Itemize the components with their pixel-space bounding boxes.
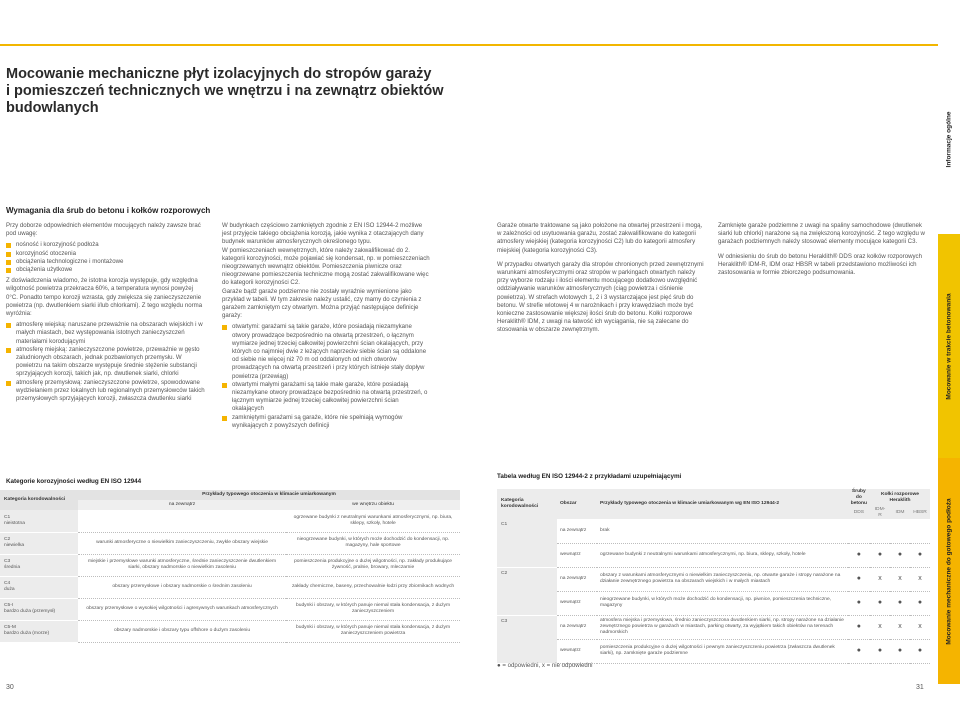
table2-mark-idm: x bbox=[890, 615, 910, 639]
category-name: niewielka bbox=[4, 543, 25, 548]
table2-header-dowels: Kołki rozporowe Heraklith bbox=[870, 489, 930, 507]
table2-mark-idm bbox=[890, 519, 910, 543]
category-code: C5-M bbox=[4, 625, 16, 630]
text-column-3 bbox=[497, 222, 705, 335]
table2-mark-hbsr: ● bbox=[910, 639, 930, 663]
table2-header-category: Kategoria korodowalności bbox=[497, 489, 557, 519]
category-code: C1 bbox=[4, 514, 11, 520]
list-item: otwartymi: garażami są takie garaże, które posiadają niezamykane otwory prowadzące bezpośrednio na otwartą przestrzeń, o łącznym wymiarze jednej trzeciej całkowitej powierzchni ścian okalających, przy których co najmniej dwie z leżących naprzeciw siebie ścian są oddalone od siebie nie więcej niż 70 m od oddalonych od nich otworów prowadzących na otwartą przestrzeń i przy których istnieje stały dopływ powietrza (przewiąg) bbox=[222, 323, 430, 380]
table2-mark-idm: ● bbox=[890, 543, 910, 567]
table1-inside-cell: budynki i obszary, w których panuje niemal stała kondensacja, z dużym zanieczyszczeniem powietrza bbox=[286, 620, 460, 642]
table2-mark-hbsr: ● bbox=[910, 543, 930, 567]
table2-mark-idmr: ● bbox=[870, 639, 890, 663]
table-row bbox=[0, 510, 460, 532]
text-column-4 bbox=[718, 222, 928, 277]
table1-header-category: Kategoria korodowalności bbox=[0, 490, 78, 510]
table2-desc-cell: pomieszczenia produkcyjne o dużej wilgotności i pewnym zanieczyszczeniu powietrza (zwłaszcza dwutlenek siarki), np. zamknięte garaże podziemne bbox=[597, 639, 848, 663]
text-column-1 bbox=[6, 222, 206, 403]
col2-paragraph-1: W budynkach częściowo zamkniętych zgodnie z EN ISO 12944-2 możliwe jest przyjęcie takiego obciążenia korozją, jakie wynika z otaczających dany budynek warunków atmosferycznych określonego typu. bbox=[222, 222, 424, 246]
col1-atmosphere-list bbox=[6, 321, 206, 403]
table1-header-examples: Przykłady typowego otoczenia w klimacie umiarkowanym bbox=[78, 490, 460, 500]
table2-mark-idm: ● bbox=[890, 639, 910, 663]
table-row bbox=[497, 567, 930, 591]
col2-paragraph-3: Garaże bądź garaże podziemne nie zostały wyraźnie wymienione jako przykład w tabeli. W tym zakresie należy ustalić, czy mamy do czynienia z garażem zamkniętym czy otwartym. Można przyjąć następujące definicje garaży: bbox=[222, 287, 422, 320]
side-tab-general-label: Informacje ogólne bbox=[945, 111, 953, 167]
table2-desc-cell: ogrzewane budynki z neutralnymi warunkami atmosferycznymi, np. biura, sklepy, szkoły, hotele bbox=[597, 543, 848, 567]
table2-mark-idm: x bbox=[890, 567, 910, 591]
table1-header-outside: na zewnątrz bbox=[78, 500, 286, 510]
suitability-table bbox=[497, 489, 930, 664]
table1-outside-cell: warunki atmosferyczne o niewielkim zanieczyszczeniu, zwykle obszary wiejskie bbox=[78, 532, 286, 554]
table2-header-area: Obszar bbox=[557, 489, 597, 519]
list-item: nośność i korozyjność podłoża bbox=[6, 241, 206, 249]
table-row bbox=[497, 519, 930, 543]
table1-inside-cell: nieogrzewane budynki, w których może dochodzić do kondensacji, np. magazyny, hale sportowe bbox=[286, 532, 460, 554]
table2-mark-dds bbox=[848, 519, 870, 543]
table2-header-examples: Przykłady typowego otoczenia w klimacie umiarkowanym wg EN ISO 12944-2 bbox=[597, 489, 848, 519]
col1-bullet-list bbox=[6, 241, 206, 274]
table2-loc-cell: wewnątrz bbox=[557, 543, 597, 567]
table-row bbox=[497, 591, 930, 615]
table2-cat-cell: C2 bbox=[497, 567, 557, 615]
col1-paragraph: Z doświadczenia wiadomo, że istotna korozja występuje, gdy względna wilgotność powietrza przekracza 60%, a temperatura wynosi powyżej 0°C. Ponadto tempo korozji wzrasta, gdy zwiększa się zanieczyszczenie powietrza (np. dwutlenkiem siarki i/lub chlorkami). Z tego względu norma wyróżnia: bbox=[6, 277, 203, 318]
side-tab-general[interactable] bbox=[938, 44, 960, 234]
table2-mark-idmr: ● bbox=[870, 591, 890, 615]
text-column-2 bbox=[222, 222, 430, 430]
col3-paragraph-2: W przypadku otwartych garaży dla stropów chronionych przed zewnętrznymi warunkami atmosferycznymi oraz stropów w parkingach otwartych należy przy wyborze rodzaju i ilości elementu mocującego dodatkowo uwzględnić oddziaływanie warunków atmosferycznych (ciąg powietrza i ciśnienie powietrza). W strefach wlotowych 1, 2 i 3 wystarczające jest pięć śrub do betonu. W strefie wlotowej 4 w narożnikach i przy krawędziach może być konieczne zastosowanie większej ilości śrub do betonu. Kołki rozporowe Heraklith® IDM, z uwagi na łatwość ich wyciągania, nie są zalecane do stosowania w obszarze zewnętrznym. bbox=[497, 260, 704, 334]
category-code: C4 bbox=[4, 581, 11, 586]
table2-cat-cell: C3 bbox=[497, 615, 557, 663]
table2-mark-dds: ● bbox=[848, 543, 870, 567]
col1-intro: Przy doborze odpowiednich elementów mocujących należy zawsze brać pod uwagę: bbox=[6, 222, 201, 238]
table2-mark-idmr: x bbox=[870, 615, 890, 639]
table2-mark-idmr: x bbox=[870, 567, 890, 591]
table2-mark-idmr: ● bbox=[870, 543, 890, 567]
table2-desc-cell: nieogrzewane budynki, w których może dochodzić do kondensacji, np. piwnice, pomieszczenia techniczne, magazyny bbox=[597, 591, 848, 615]
table1-inside-cell: pomieszczenia produkcyjne o dużej wilgotności, np. zakłady produkujące żywność, pralnie, browary, mleczarnie bbox=[286, 554, 460, 576]
table1-inside-cell: budynki i obszary, w których panuje niemal stała kondensacja, z dużym zanieczyszczeniem bbox=[286, 598, 460, 620]
list-item: korozyjność otoczenia bbox=[6, 250, 206, 258]
title-line-1: Mocowanie mechaniczne płyt izolacyjnych do stropów garaży bbox=[6, 66, 432, 82]
table1-cat-cell bbox=[0, 532, 78, 554]
table2-mark-hbsr bbox=[910, 519, 930, 543]
table2-mark-idmr bbox=[870, 519, 890, 543]
table1-cat-cell bbox=[0, 554, 78, 576]
list-item: atmosferę miejską: zanieczyszczone powietrze, przeważnie w gęsto zaludnionych obszarach, jednak pozbawionych przemysłu. W powietrzu na takim obszarze występuje średnie stężenie substancji sprzyjających korozji, takich jak, np. dwutlenek siarki, chlorki bbox=[6, 346, 206, 379]
side-tab-mounting-label: Mocowanie mechaniczne do gotowego podłoża bbox=[945, 497, 953, 645]
page-number-right: 31 bbox=[916, 684, 924, 691]
col3-paragraph-1: Garaże otwarte traktowane są jako położone na otwartej przestrzeni i mogą, w zależności od usytuowania garażu, zostać zakwalifikowane do kategorii atmosfery wiejskiej (kategoria korozyjności C2) lub do kategorii atmosfery miejskiej (kategoria korozyjności C3). bbox=[497, 222, 703, 254]
table2-mark-hbsr: x bbox=[910, 615, 930, 639]
table2-desc-cell: atmosfera miejska i przemysłowa, średnio zanieczyszczona dwutlenkiem siarki, np. stropy narażone na działanie zewnętrznego powietrza w garażach w miastach, parking otwarty, za wyjątkiem takich obiektów na terenach nadmorskich bbox=[597, 615, 848, 639]
list-item: atmosferę przemysłową: zanieczyszczone powietrze, spowodowane wydzielaniem przez lokalnych lub regionalnych przemysłowców takich przemysłowych sprzyjających korozji, zwłaszcza dwutlenku siarki bbox=[6, 379, 206, 404]
table-row bbox=[0, 598, 460, 620]
table2-loc-cell: wewnątrz bbox=[557, 591, 597, 615]
title-line-3: budowlanych bbox=[6, 100, 99, 116]
table1-cat-cell bbox=[0, 576, 78, 598]
table2-sub-hbsr: HBSR bbox=[910, 507, 930, 519]
table2-mark-hbsr: ● bbox=[910, 591, 930, 615]
category-name: średnia bbox=[4, 565, 21, 570]
table1-outside-cell: obszary przemysłowe o wysokiej wilgotności i agresywnych warunkach atmosferycznych bbox=[78, 598, 286, 620]
category-name: duża bbox=[4, 587, 15, 592]
page-title bbox=[6, 66, 446, 117]
category-name: bardzo duża (przemysł) bbox=[4, 609, 56, 614]
table2-sub-idmr: IDM-R bbox=[870, 507, 890, 519]
table2-header-screws: Śruby do betonu bbox=[848, 489, 870, 507]
table2-title: Tabela według EN ISO 12944-2 z przykładami uzupełniającymi bbox=[497, 473, 682, 480]
list-item: obciążenia technologiczne i montażowe bbox=[6, 258, 206, 266]
table2-sub-dds: DDS bbox=[848, 507, 870, 519]
title-line-2: i pomieszczeń technicznych we wnętrzu i na zewnątrz obiektów bbox=[6, 83, 444, 99]
table2-mark-idm: ● bbox=[890, 591, 910, 615]
table-row bbox=[0, 554, 460, 576]
col2-garage-definitions bbox=[222, 323, 430, 430]
table-row bbox=[497, 543, 930, 567]
table2-mark-dds: ● bbox=[848, 639, 870, 663]
table2-loc-cell: wewnątrz bbox=[557, 639, 597, 663]
section-title: Wymagania dla śrub do betonu i kołków rozporowych bbox=[6, 206, 211, 215]
table2-desc-cell: brak bbox=[597, 519, 848, 543]
table2-loc-cell: na zewnątrz bbox=[557, 615, 597, 639]
table1-cat-cell bbox=[0, 620, 78, 642]
table-row bbox=[0, 532, 460, 554]
col4-paragraph-2: W odniesieniu do śrub do betonu Heraklith® DDS oraz kołków rozporowych Heraklith® IDM-R, IDM oraz HBSR w tabeli przedstawiono możliwości ich zastosowania w formie zbiorczego podsumowania. bbox=[718, 252, 922, 277]
table1-outside-cell: obszary nadmorskie i obszary typu offshore o dużym zasoleniu bbox=[78, 620, 286, 642]
category-name: nieistotna bbox=[4, 520, 25, 526]
col4-paragraph-1: Zamknięte garaże podziemne z uwagi na spaliny samochodowe (dwutlenek siarki lub chlorki) narażone są na zwiększoną korozyjność. Z tego względu w garażach podziemnych należy stosować elementy mocujące kategorii C3. bbox=[718, 222, 925, 246]
category-name: bardzo duża (morze) bbox=[4, 631, 50, 636]
table2-cat-cell: C1 bbox=[497, 519, 557, 567]
table1-outside-cell: obszary przemysłowe i obszary nadmorskie o średnim zasoleniu bbox=[78, 576, 286, 598]
top-accent-rule bbox=[0, 44, 938, 46]
table2-mark-dds: ● bbox=[848, 615, 870, 639]
table2-loc-cell: na zewnątrz bbox=[557, 567, 597, 591]
table2-legend: ● = odpowiedni, x = nie odpowiedni bbox=[497, 662, 593, 669]
table-row bbox=[497, 639, 930, 663]
side-tab-application[interactable] bbox=[938, 234, 960, 458]
table-row bbox=[0, 620, 460, 642]
table1-title: Kategorie korozyjności według EN ISO 12944 bbox=[6, 478, 142, 485]
table2-loc-cell: na zewnątrz bbox=[557, 519, 597, 543]
category-code: C2 bbox=[4, 537, 11, 542]
table2-mark-hbsr: x bbox=[910, 567, 930, 591]
page-number-left: 30 bbox=[6, 684, 14, 691]
list-item: zamkniętymi garażami są garaże, które nie spełniają wymogów wynikających z powyższych definicji bbox=[222, 414, 430, 430]
table2-mark-dds: ● bbox=[848, 591, 870, 615]
table1-header-inside: we wnętrzu obiektu bbox=[286, 500, 460, 510]
list-item: otwartymi małymi garażami są takie małe garaże, które posiadają niezamykane otwory prowadzące bezpośrednio na otwartą przestrzeń, o łącznym wymiarze jednej trzeciej całkowitej powierzchni ścian okalających bbox=[222, 381, 430, 414]
table2-mark-dds: ● bbox=[848, 567, 870, 591]
table1-outside-cell bbox=[78, 510, 286, 532]
table2-sub-idm: IDM bbox=[890, 507, 910, 519]
table-row bbox=[0, 576, 460, 598]
table1-inside-cell: zakłady chemiczne, baseny, przechowalnie łodzi przy zbiornikach wodnych bbox=[286, 576, 460, 598]
table1-cat-cell bbox=[0, 510, 78, 532]
category-code: C5-I bbox=[4, 603, 14, 608]
table1-cat-cell bbox=[0, 598, 78, 620]
col2-paragraph-2: W pomieszczeniach wewnętrznych, które należy zakwalifikować do 2. kategorii korozyjności, może pojawiać się kondensat, np. w pomieszczeniach nieogrzewanych wewnątrz obiektów. Pomieszczenia piwnicze oraz nieogrzewane pomieszczenia techniczne mogą zostać zakwalifikowane więc do kategorii korozyjności C2. bbox=[222, 246, 430, 287]
table2-desc-cell: obszary z warunkami atmosferycznymi o niewielkim zanieczyszczeniu, np. otwarte garaże i stropy narażone na działanie zewnętrznego powietrza na obszarach wiejskich i w małych miastach bbox=[597, 567, 848, 591]
side-tab-mounting[interactable] bbox=[938, 458, 960, 684]
corrosion-categories-table bbox=[0, 490, 460, 643]
table1-inside-cell: ogrzewane budynki z neutralnymi warunkami atmosferycznymi, np. biura, sklepy, szkoły, hotele bbox=[286, 510, 460, 532]
list-item: obciążenia użytkowe bbox=[6, 266, 206, 274]
table-row bbox=[497, 615, 930, 639]
category-code: C3 bbox=[4, 559, 11, 564]
side-tab-application-label: Mocowanie w trakcie betonowania bbox=[945, 292, 953, 400]
list-item: atmosferę wiejską: naruszane przeważnie na obszarach wiejskich i w małych miastach, bez występowania istotnych zanieczyszczeń materiałami korodującymi bbox=[6, 321, 206, 346]
table1-outside-cell: miejskie i przemysłowe warunki atmosferyczne, średnie zanieczyszczenie dwutlenkiem siarki, obszary nadmorskie o niewielkim zasoleniu bbox=[78, 554, 286, 576]
